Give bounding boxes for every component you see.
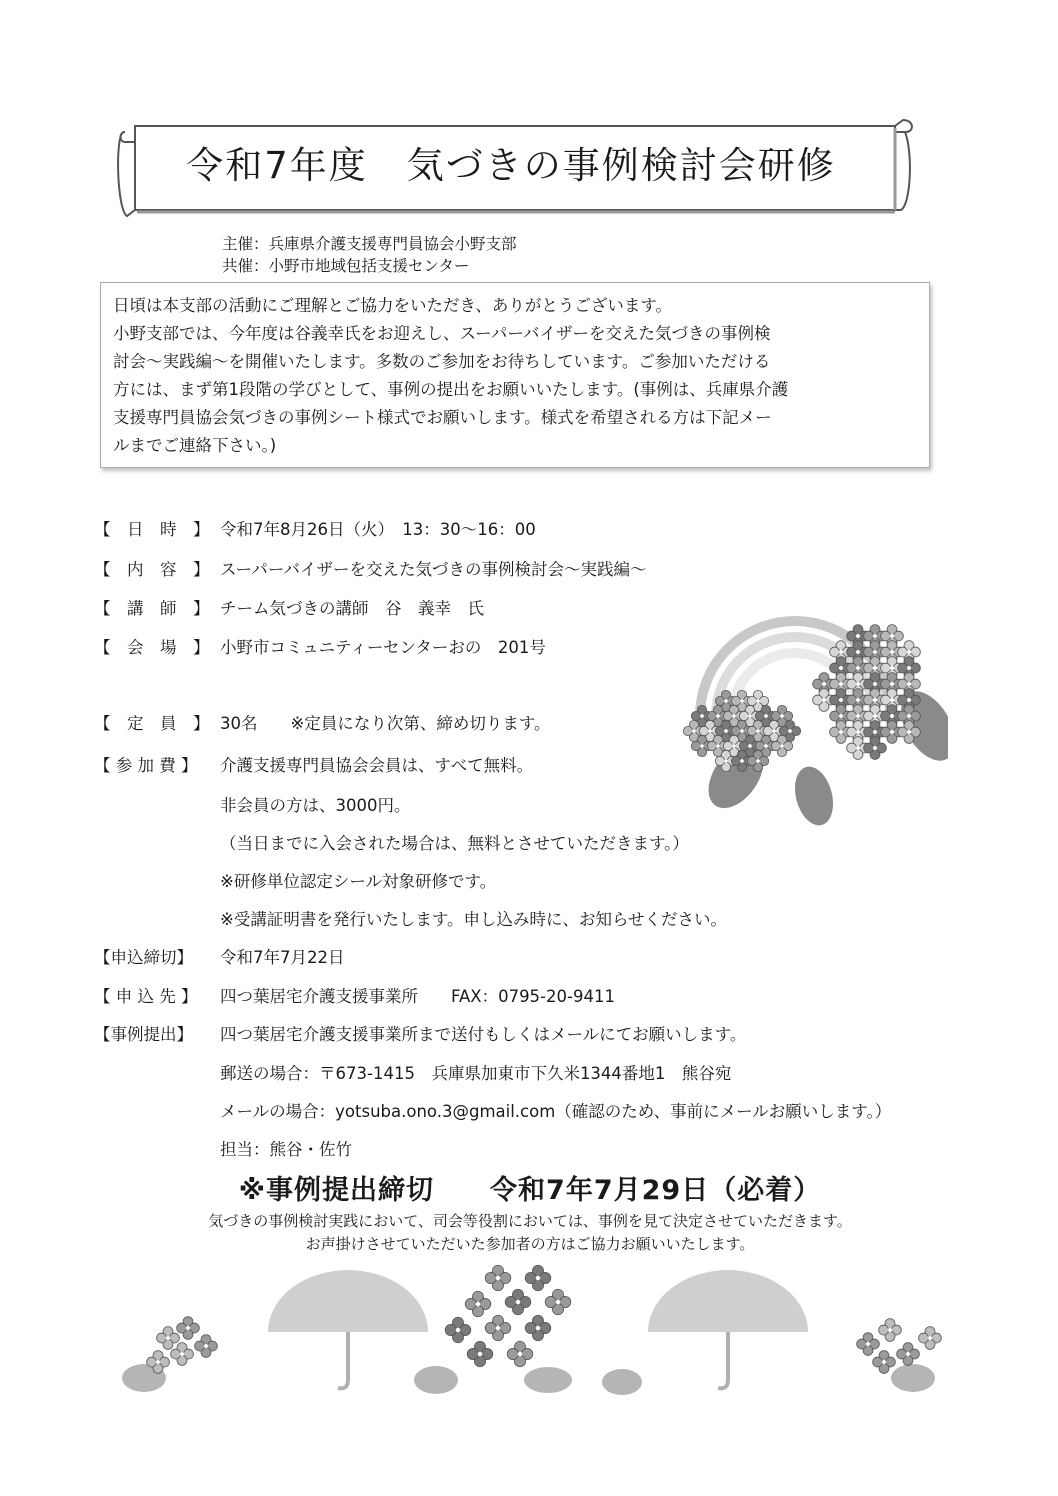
detail-value: 介護支援専門員協会会員は、すべて無料。 <box>220 756 534 775</box>
flower-icon <box>177 1317 200 1340</box>
flower-icon <box>445 1317 471 1343</box>
flower-icon <box>857 1333 880 1356</box>
detail-label: 【 申 込 先 】 <box>94 987 198 1006</box>
submission-note: メールの場合：yotsuba.ono.3@gmail.com（確認のため、事前にメールお願いします。） <box>220 1102 892 1121</box>
detail-value: 令和7年7月22日 <box>220 948 345 967</box>
flower-icon <box>879 1319 902 1342</box>
fee-note: ※受講証明書を発行いたします。申し込み時に、お知らせください。 <box>220 910 728 929</box>
detail-value: スーパーバイザーを交えた気づきの事例検討会～実践編～ <box>220 560 647 579</box>
role-note: お声掛けさせていただいた参加者の方はご協力お願いいたします。 <box>305 1235 755 1253</box>
hydrangea-rainbow-illustration <box>676 596 948 826</box>
intro-line: 小野支部では、今年度は谷義幸氏をお迎えし、スーパーバイザーを交えた気づきの事例検 <box>113 324 771 343</box>
detail-application-to <box>94 981 615 1013</box>
detail-label: 【 日 時 】 <box>94 520 210 539</box>
detail-venue <box>94 632 546 664</box>
flower-icon <box>157 1327 180 1350</box>
detail-label: 【 定 員 】 <box>94 714 210 733</box>
cohost-organizer: 共催：小野市地域包括支援センター <box>222 257 470 275</box>
umbrella-hydrangea-border <box>118 1258 948 1398</box>
detail-label: 【 参 加 費 】 <box>94 756 198 775</box>
detail-capacity <box>94 708 551 740</box>
detail-label: 【申込締切】 <box>94 948 193 967</box>
detail-application-deadline <box>94 942 345 974</box>
submission-note: 郵送の場合：〒673-1415 兵庫県加東市下久米1344番地1 熊谷宛 <box>220 1064 732 1083</box>
submission-note: 担当：熊谷・佐竹 <box>220 1140 352 1159</box>
detail-lecturer <box>94 593 484 625</box>
intro-line: 支援専門員協会気づきの事例シート様式でお願いします。様式を希望される方は下記メー <box>113 408 772 427</box>
intro-line: 討会～実践編～を開催いたします。多数のご参加をお待ちしています。ご参加いただける <box>113 352 771 371</box>
flower-icon <box>505 1289 531 1315</box>
title-banner <box>113 112 919 224</box>
intro-line: 日頃は本支部の活動にご理解とご協力をいただき、ありがとうございます。 <box>113 296 673 315</box>
flower-icon <box>485 1315 511 1341</box>
detail-label: 【 内 容 】 <box>94 560 210 579</box>
detail-value: 四つ葉居宅介護支援事業所 FAX：0795-20-9411 <box>220 987 615 1006</box>
detail-label: 【 講 師 】 <box>94 599 210 618</box>
flower-icon <box>525 1265 551 1291</box>
intro-line: 方には、まず第1段階の学びとして、事例の提出をお願いいたします。(事例は、兵庫県介護 <box>113 380 789 399</box>
flower-icon <box>467 1341 493 1367</box>
flower-icon <box>897 1343 920 1366</box>
detail-value: チーム気づきの講師 谷 義幸 氏 <box>220 599 484 618</box>
detail-date <box>94 514 536 546</box>
flower-icon <box>485 1265 511 1291</box>
detail-value: 30名 ※定員になり次第、締め切ります。 <box>220 714 551 733</box>
flower-icon <box>465 1291 491 1317</box>
detail-value: 小野市コミュニティーセンターおの 201号 <box>220 638 546 657</box>
flower-icon <box>507 1341 533 1367</box>
intro-box <box>100 282 930 468</box>
detail-case-submission <box>94 1019 746 1051</box>
flower-icon <box>919 1327 942 1350</box>
intro-line: ルまでご連絡下さい。) <box>113 436 277 455</box>
detail-fee <box>94 750 533 782</box>
fee-note: （当日までに入会された場合は、無料とさせていただきます。） <box>220 834 689 853</box>
role-note: 気づきの事例検討実践において、司会等役割においては、事例を見て決定させていただきます。 <box>208 1212 852 1230</box>
flower-icon <box>171 1343 194 1366</box>
detail-content <box>94 554 647 586</box>
detail-label: 【事例提出】 <box>94 1025 193 1044</box>
case-deadline-heading: ※事例提出締切 令和7年7月29日（必着） <box>238 1175 822 1206</box>
detail-value: 令和7年8月26日（火） 13：30～16：00 <box>220 520 536 539</box>
host-organizer: 主催：兵庫県介護支援専門員協会小野支部 <box>222 235 517 253</box>
detail-value: 四つ葉居宅介護支援事業所まで送付もしくはメールにてお願いします。 <box>220 1025 747 1044</box>
detail-label: 【 会 場 】 <box>94 638 210 657</box>
flower-icon <box>873 1351 896 1374</box>
page-title: 令和7年度 気づきの事例検討会研修 <box>186 144 836 187</box>
flower-icon <box>195 1335 218 1358</box>
flower-icon <box>545 1289 571 1315</box>
fee-note: 非会員の方は、3000円。 <box>220 796 411 815</box>
flower-icon <box>525 1315 551 1341</box>
flower-icon <box>864 737 887 760</box>
fee-note: ※研修単位認定シール対象研修です。 <box>220 872 497 891</box>
